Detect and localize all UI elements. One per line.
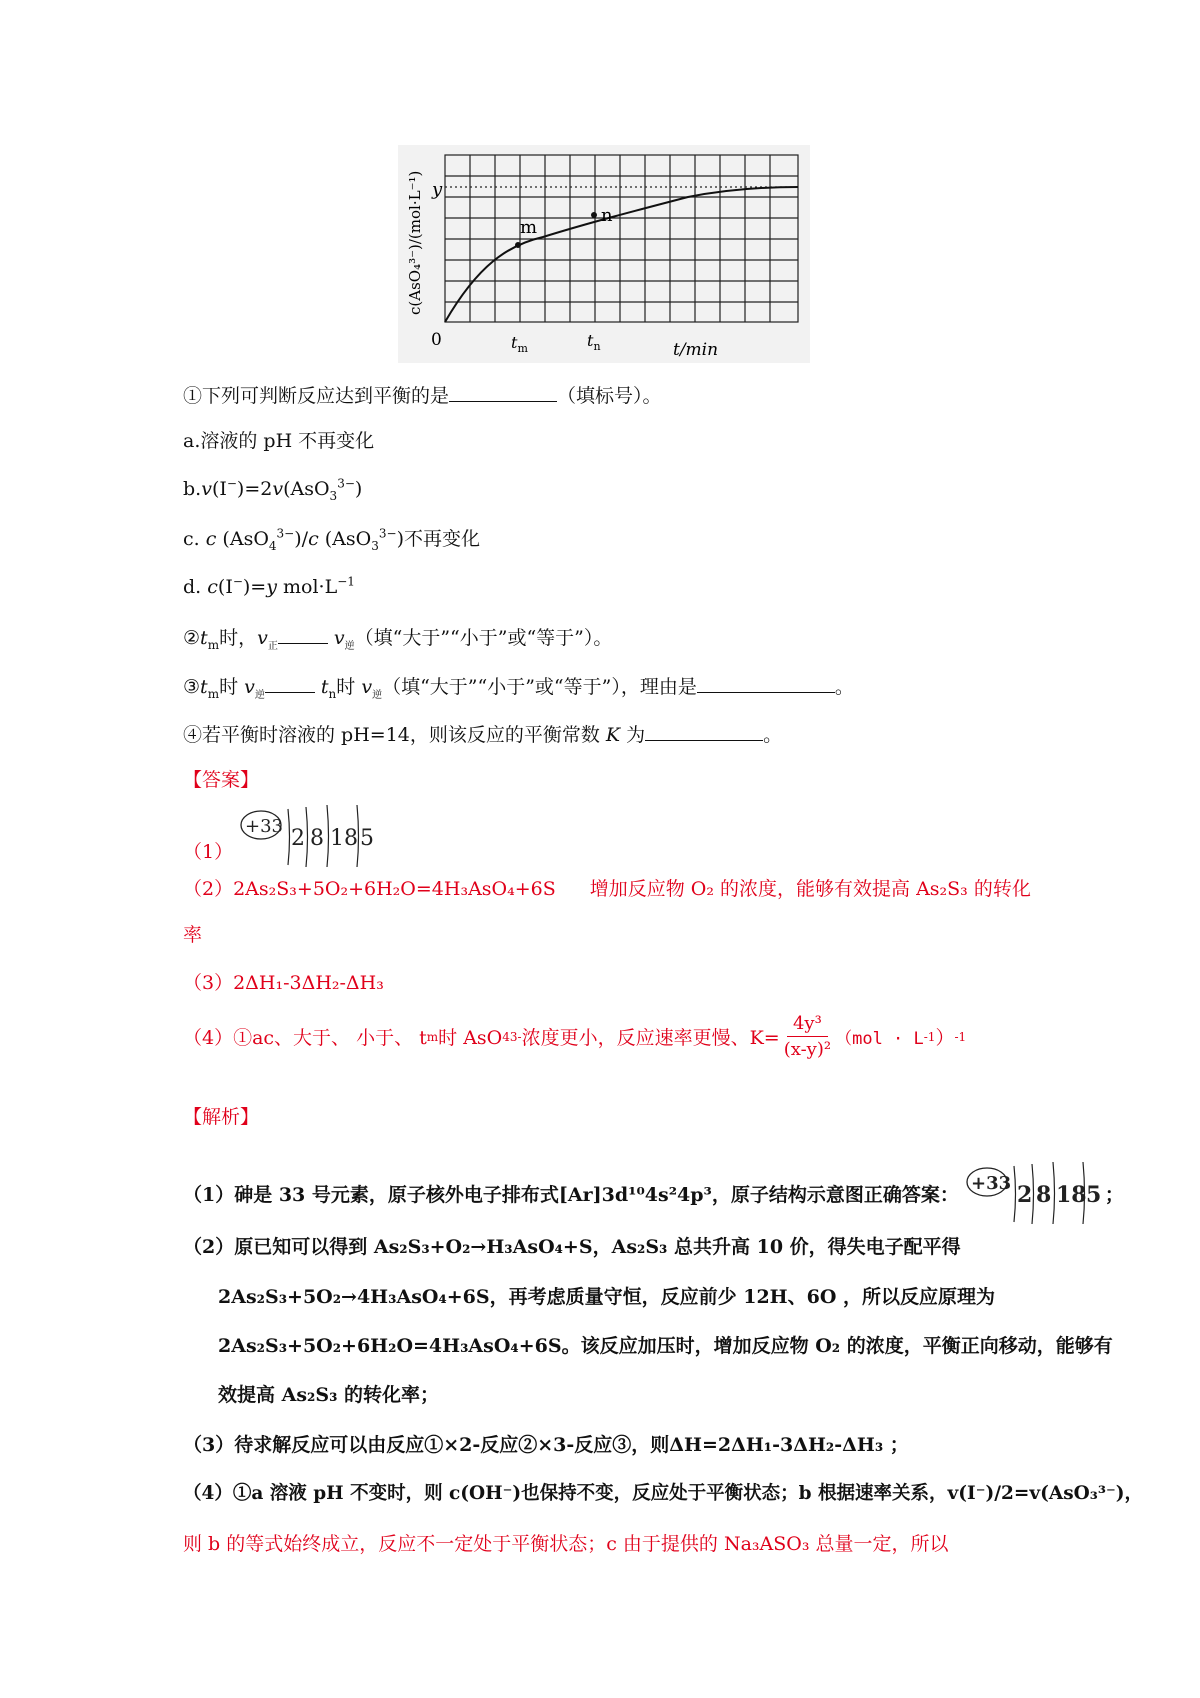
analysis-2-line-3: 2As₂S₃+5O₂+6H₂O=4H₃AsO₄+6S。该反应加压时，增加反应物 O₂ 的浓度，平衡正向移动，能够有 — [218, 1335, 1113, 1357]
option-c: c. c (AsO$_4^{3-}$)/c (AsO$_3^{3-}$)不再变化 — [183, 526, 481, 553]
svg-text:5: 5 — [360, 826, 375, 851]
tick-tn-label: $t_n$ — [587, 331, 601, 353]
x-axis-label: t/min — [673, 340, 719, 360]
svg-text:8: 8 — [1035, 1182, 1052, 1208]
question-1: ①下列可判断反应达到平衡的是 （填标号）。 — [183, 385, 662, 407]
svg-text:2: 2 — [291, 826, 306, 851]
svg-text:18: 18 — [1055, 1182, 1087, 1208]
option-d: d. c(I−)=y $mol\cdot L^{-1}$ — [183, 574, 355, 598]
svg-text:18: 18 — [330, 826, 359, 851]
answer-2: （2）2As₂S₃+5O₂+6H₂O=4H₃AsO₄+6S 增加反应物 O₂ 的浓度，能够有效提高 As₂S₃ 的转化 — [183, 878, 1031, 900]
point-m-label: m — [520, 217, 538, 238]
tick-tm-label: $t_m$ — [511, 333, 528, 355]
point-n-label: n — [601, 205, 613, 226]
graph-svg — [398, 145, 810, 363]
answer-3: （3）2ΔH₁-3ΔH₂-ΔH₃ — [183, 972, 384, 994]
answer-1: （1） +33 2 8 18 5 — [183, 801, 379, 871]
answer-4: （4）①ac、大于、 小于、 t m 时 AsO 4 3- 浓度更小，反应速率更慢、K= $\frac{\text{4y³}}{\text{(x-y)²}}$ （mol · L -1 ） -1 — [183, 1013, 967, 1060]
point-m-marker — [515, 242, 521, 248]
y-value-label: y — [432, 179, 443, 200]
svg-text:+33: +33 — [970, 1173, 1011, 1194]
atom-structure-diagram-2 — [965, 1158, 1105, 1228]
analysis-2-line-1: （2）原已知可以得到 As₂S₃+O₂→H₃AsO₄+S，As₂S₃ 总共升高 10 价，得失电子配平得 — [183, 1236, 961, 1258]
analysis-1: （1）砷是 33 号元素，原子核外电子排布式[Ar]3d¹⁰4s²4p³，原子结构示意图正确答案： +33 2 8 18 5 ； — [183, 1158, 1124, 1228]
question-3: $③t_m$时 $v_逆$ $t_n$时 $v_逆$（填“大于”“小于”或“等于”），理由是 。 — [183, 676, 854, 701]
analysis-4-line-2: 则 b 的等式始终成立，反应不一定处于平衡状态；c 由于提供的 Na₃ASO₃ 总量一定，所以 — [183, 1533, 949, 1555]
option-a: a.溶液的 pH 不再变化 — [183, 430, 375, 452]
question-4: ④若平衡时溶液的 pH=14，则该反应的平衡常数 K 为 。 — [183, 724, 783, 746]
atom-structure-diagram — [239, 801, 379, 871]
y-axis-label: c(AsO₄³⁻)/(mol·L⁻¹) — [406, 170, 424, 315]
origin-label: 0 — [431, 330, 442, 350]
svg-text:8: 8 — [310, 826, 325, 851]
option-b: b.v(I−)=2v(AsO$_3^{3-}$) — [183, 476, 363, 503]
svg-text:2: 2 — [1016, 1182, 1033, 1208]
answer-2-continued: 率 — [183, 924, 203, 946]
analysis-2-line-2: 2As₂S₃+5O₂→4H₃AsO₄+6S，再考虑质量守恒，反应前少 12H、6O ，所以反应原理为 — [218, 1286, 996, 1308]
svg-text:+33: +33 — [245, 816, 284, 837]
analysis-4-line-1: （4）①a 溶液 pH 不变时，则 c(OH⁻)也保持不变，反应处于平衡状态；b 根据速率关系，v(I⁻)/2=v(AsO₃³⁻)， — [183, 1483, 1143, 1504]
analysis-3: （3）待求解反应可以由反应①×2-反应②×3-反应③，则ΔH=2ΔH₁-3ΔH₂-ΔH₃ ； — [183, 1434, 909, 1456]
analysis-heading: 【解析】 — [183, 1106, 260, 1128]
answer-heading: 【答案】 — [183, 769, 260, 791]
k-fraction: $\frac{\text{4y³}}{\text{(x-y)²}}$ — [783, 1013, 832, 1060]
point-n-marker — [591, 212, 597, 218]
svg-text:5: 5 — [1085, 1182, 1102, 1208]
graph-grid — [445, 155, 798, 322]
question-2: $②t_m$时，$v_正$ $v_逆$（填“大于”“小于”或“等于”）。 — [183, 627, 613, 652]
analysis-2-line-4: 效提高 As₂S₃ 的转化率； — [218, 1384, 440, 1406]
concentration-time-graph — [398, 145, 810, 363]
